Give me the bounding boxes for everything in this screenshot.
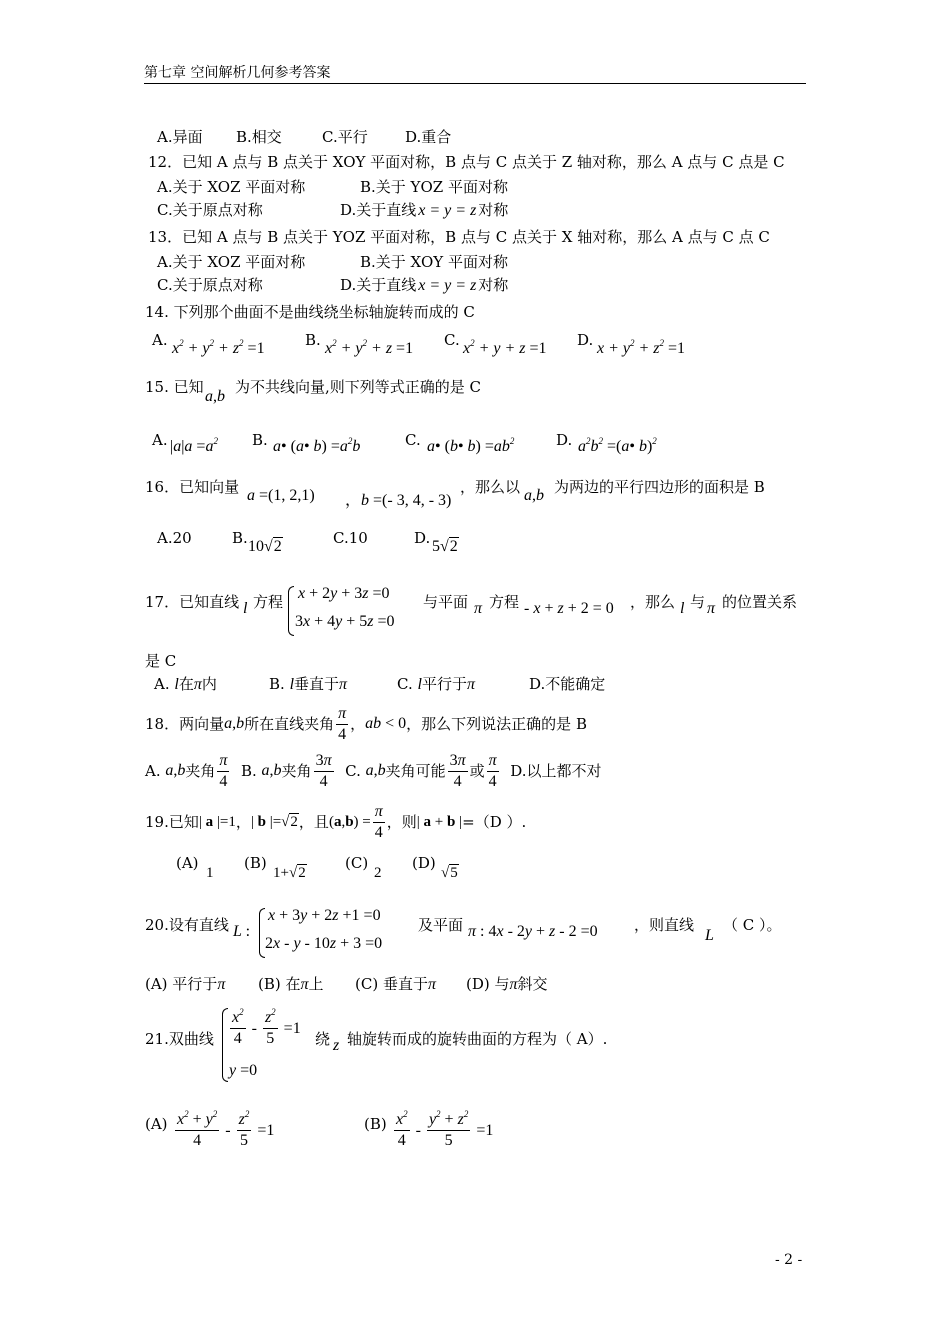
question-stem-post: 为不共线向量,则下列等式正确的是 C: [235, 378, 482, 396]
stem-part-3: 与平面: [423, 593, 469, 611]
stem-part-3: ，则直线: [634, 916, 695, 934]
option-c-label: (C): [345, 854, 369, 872]
options-row: A. a,b 夹角 $\frac{\pi}{4}$ B. a,b 夹角 $\frac{3\pi}{4}$ C. a,b 夹角可能 $\frac{3\pi}{4}$ 或 $\frac{\pi}{4}$ D.以上都不对: [145, 751, 602, 790]
stem-part-6: 与: [690, 593, 706, 611]
equation-2: 2x - y - 10z + 3 =0: [265, 935, 383, 952]
option-b: (B) 在π上: [258, 975, 324, 993]
equation-1: x + 2y + 3z =0: [298, 585, 390, 602]
option-b: B.关于 YOZ 平面对称: [360, 178, 508, 196]
stem-part-1: 21.双曲线: [145, 1030, 214, 1048]
question-stem: 13．已知 A 点与 B 点关于 YOZ 平面对称，B 点与 C 点关于 X 轴对称，那么 A 点与 C 点 C: [148, 228, 770, 246]
option-c: (C) 垂直于π: [355, 975, 436, 993]
option-a: A.关于 XOZ 平面对称: [157, 253, 306, 271]
option-d-label: D.: [577, 331, 594, 349]
option-b: B.相交: [236, 128, 282, 146]
equation-1: x + 3y + 2z +1 =0: [268, 907, 381, 924]
option-a-label: A.: [152, 331, 168, 349]
option-b-formula: $\frac{x^2}{4}$ - $\frac{y^2 + z^2}{5}$ =1: [396, 1109, 494, 1149]
plane-equation: - x + z + 2 = 0: [524, 600, 614, 617]
option-c: C.关于原点对称: [157, 276, 263, 294]
option-c: C.平行: [322, 128, 368, 146]
option-b-formula: $x^2 + y^2 + z =1$: [325, 338, 414, 357]
option-c-formula: a• (b• $b) =ab^2$: [427, 436, 515, 455]
question-stem-mid: ，那么以: [460, 478, 521, 496]
option-b-formula: a• (a• $b) =a^2b$: [273, 436, 361, 455]
stem-part-2: 方程: [253, 593, 284, 611]
equation-2: 3x + 4y + 5z =0: [295, 613, 395, 630]
line-L: L: [705, 927, 714, 944]
option-d-label: (D): [412, 854, 436, 872]
option-a-label: (A): [176, 854, 199, 872]
axis-z: z: [333, 1037, 340, 1054]
option-d-label: D.: [556, 431, 573, 449]
option-a: A.20: [157, 529, 192, 547]
header-title: 第七章 空间解析几何参考答案: [144, 65, 331, 81]
option-c: C.10: [333, 529, 368, 547]
option-d-formula: $a^2b^2$ =(a• b)$^2$: [578, 436, 657, 455]
page-number: - 2 -: [775, 1252, 803, 1268]
option-a-formula: $\frac{x^2 + y^2}{4}$ - $\frac{z^2}{5}$ =1: [177, 1109, 275, 1149]
option-b: B.关于 XOY 平面对称: [360, 253, 508, 271]
stem-continuation: 是 C: [145, 652, 177, 670]
option-c: C. l平行于π: [397, 675, 475, 693]
stem-part-2: 绕: [315, 1030, 331, 1048]
option-d: D.不能确定: [529, 675, 606, 693]
line-L: L :: [233, 923, 251, 940]
option-d: (D) 与π斜交: [466, 975, 548, 993]
option-c-label: C.: [405, 431, 421, 449]
line-l: l: [243, 600, 248, 617]
option-a: A. l在π内: [154, 675, 217, 693]
option-b: B. l垂直于π: [269, 675, 348, 693]
option-a: A.关于 XOZ 平面对称: [157, 178, 306, 196]
vector-ab: a,b: [205, 388, 225, 405]
option-d-formula: $x + y^2 + z^2 =1$: [597, 338, 686, 357]
vector-a-def: a =(1, 2,1): [247, 487, 315, 504]
option-c-value: 2: [374, 865, 382, 881]
option-d-formula: 5√2: [432, 538, 458, 555]
option-b-value: 1+√2: [273, 865, 306, 881]
stem-part-5: ，那么: [630, 593, 676, 611]
vector-b-def: ，b =(- 3, 4, - 3): [345, 492, 452, 509]
option-a: (A) 平行于π: [145, 975, 226, 993]
question-stem: 14. 下列那个曲面不是曲线绕坐标轴旋转而成的 C: [145, 303, 475, 321]
option-b-label: (B): [364, 1115, 387, 1133]
stem-part-4: 方程: [489, 593, 520, 611]
option-c: C.关于原点对称: [157, 201, 263, 219]
option-c-label: C.: [444, 331, 460, 349]
stem-part-7: 的位置关系: [722, 593, 798, 611]
question-stem: 12．已知 A 点与 B 点关于 XOY 平面对称，B 点与 C 点关于 Z 轴对称，那么 A 点与 C 点是 C: [148, 153, 785, 171]
question-stem-pre: 16．已知向量: [145, 478, 240, 496]
question-stem-post: 为两边的平行四边形的面积是 B: [554, 478, 765, 496]
option-a-formula: $x^2 + y^2 + z^2 =1$: [172, 338, 265, 357]
question-stem-pre: 15. 已知: [145, 378, 204, 396]
option-b-formula: 10√2: [248, 538, 282, 555]
option-b-label: B.: [252, 431, 268, 449]
option-d-label: D.: [414, 529, 431, 547]
plane-pi: π: [707, 600, 716, 617]
system-brace: [288, 586, 294, 636]
vector-ab: a,b: [524, 487, 544, 504]
equation-1: $\frac{x^2}{4}$ - $\frac{z^2}{5}$ =1: [232, 1007, 301, 1047]
stem-part-2: 及平面: [418, 916, 464, 934]
line-l: l: [680, 600, 685, 617]
option-a-formula: $|a|a =a^2$: [170, 436, 218, 455]
option-b-label: (B): [244, 854, 267, 872]
question-stem: 19.已知 | a |=1 ， | b |=√2 ，且 (a,b) = $\frac{\pi}{4}$ ，则 | a + b | =（D ）.: [145, 802, 527, 841]
plane-pi: π: [474, 600, 483, 617]
option-d: D.关于直线 x = y = z 对称: [340, 201, 509, 219]
option-d-value: √5: [441, 865, 458, 881]
stem-part-3: 轴旋转而成的旋转曲面的方程为（ A）.: [347, 1030, 608, 1048]
option-d: D.关于直线 x = y = z 对称: [340, 276, 509, 294]
option-a-label: A.: [152, 431, 168, 449]
option-b-label: B.: [305, 331, 321, 349]
question-stem: 18．两向量 a,b 所在直线夹角 $\frac{\pi}{4}$ ， ab < 0 ，那么下列说法正确的是 B: [145, 704, 587, 743]
option-a-value: 1: [206, 865, 214, 881]
option-a-label: (A): [145, 1115, 168, 1133]
stem-part-1: 20.设有直线: [145, 916, 229, 934]
option-c-formula: $x^2 + y + z =1$: [463, 338, 547, 357]
option-a: A.异面: [157, 128, 203, 146]
option-b-label: B.: [232, 529, 248, 547]
header-rule: [144, 83, 806, 84]
stem-part-4: （ C ）。: [723, 916, 782, 934]
equation-2: y =0: [229, 1062, 258, 1079]
plane-equation: π : 4x - 2y + z - 2 =0: [468, 923, 598, 940]
stem-part-1: 17．已知直线: [145, 593, 240, 611]
option-d: D.重合: [405, 128, 452, 146]
